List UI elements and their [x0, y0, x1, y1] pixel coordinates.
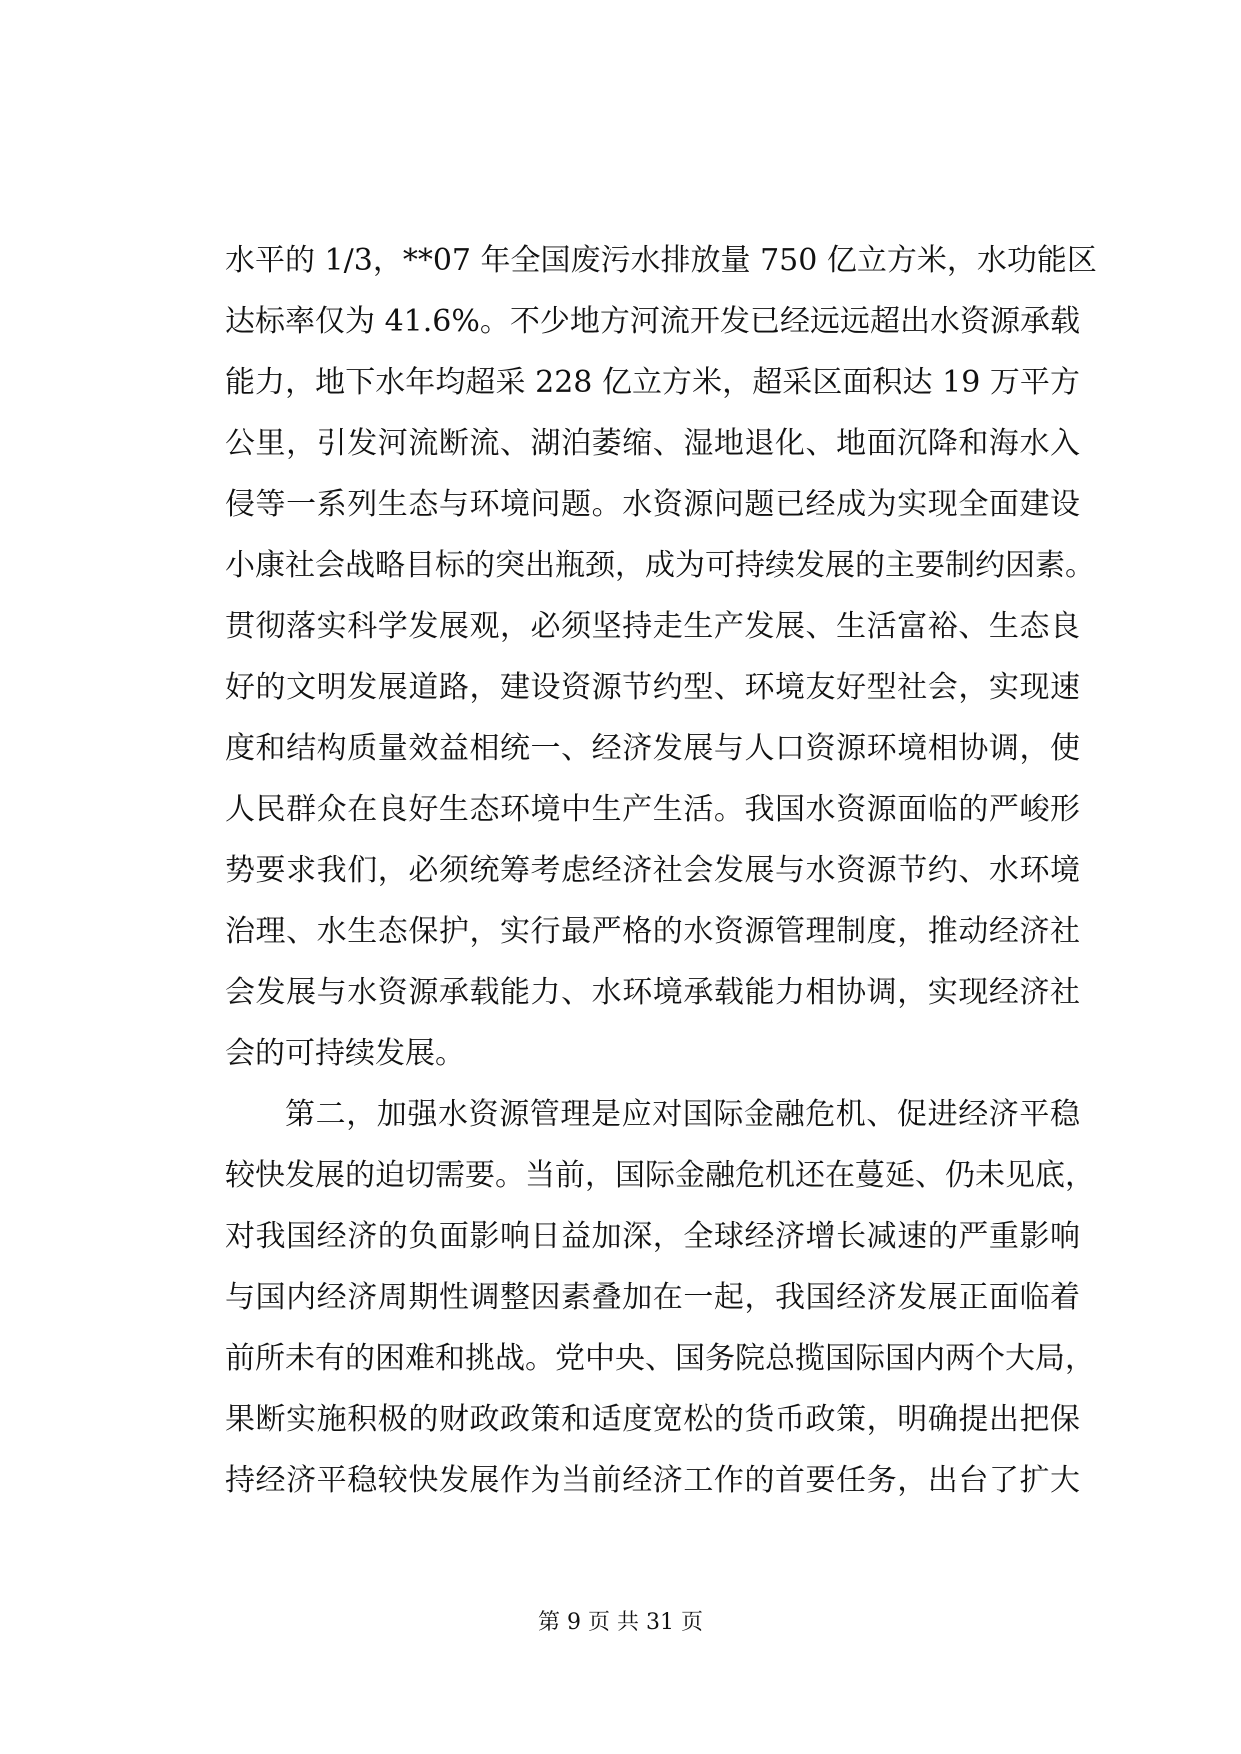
page-footer: 第 9 页 共 31 页	[538, 1610, 703, 1635]
text-line: 水平的 1/3，**07 年全国废污水排放量 750 亿立方米，水功能区	[225, 243, 1097, 278]
text-line: 贯彻落实科学发展观，必须坚持走生产发展、生活富裕、生态良	[225, 609, 1080, 644]
text-line: 能力，地下水年均超采 228 亿立方米，超采区面积达 19 万平方	[225, 365, 1080, 400]
text-line: 第二，加强水资源管理是应对国际金融危机、促进经济平稳	[285, 1097, 1080, 1132]
text-line: 会的可持续发展。	[225, 1036, 465, 1071]
paragraph	[225, 1084, 1095, 1511]
text-line: 治理、水生态保护，实行最严格的水资源管理制度，推动经济社	[225, 914, 1080, 949]
text-line: 前所未有的困难和挑战。党中央、国务院总揽国际国内两个大局，	[225, 1341, 1095, 1376]
text-line: 较快发展的迫切需要。当前，国际金融危机还在蔓延、仍未见底，	[225, 1158, 1095, 1193]
text-line: 好的文明发展道路，建设资源节约型、环境友好型社会，实现速	[225, 670, 1080, 705]
text-line: 人民群众在良好生态环境中生产生活。我国水资源面临的严峻形	[225, 792, 1080, 827]
text-line: 达标率仅为 41.6%。不少地方河流开发已经远远超出水资源承载	[225, 304, 1080, 339]
text-line: 持经济平稳较快发展作为当前经济工作的首要任务，出台了扩大	[225, 1463, 1080, 1498]
text-line: 对我国经济的负面影响日益加深，全球经济增长减速的严重影响	[225, 1219, 1080, 1254]
text-line: 势要求我们，必须统筹考虑经济社会发展与水资源节约、水环境	[225, 853, 1080, 888]
text-line: 侵等一系列生态与环境问题。水资源问题已经成为实现全面建设	[225, 487, 1080, 522]
text-line: 与国内经济周期性调整因素叠加在一起，我国经济发展正面临着	[225, 1280, 1080, 1315]
text-line: 会发展与水资源承载能力、水环境承载能力相协调，实现经济社	[225, 975, 1080, 1010]
paragraph	[225, 230, 1097, 1084]
text-line: 公里，引发河流断流、湖泊萎缩、湿地退化、地面沉降和海水入	[225, 426, 1080, 461]
body-text	[225, 230, 1097, 1511]
text-line: 果断实施积极的财政政策和适度宽松的货币政策，明确提出把保	[225, 1402, 1080, 1437]
text-line: 度和结构质量效益相统一、经济发展与人口资源环境相协调，使	[225, 731, 1080, 766]
text-line: 小康社会战略目标的突出瓶颈，成为可持续发展的主要制约因素。	[225, 548, 1095, 583]
